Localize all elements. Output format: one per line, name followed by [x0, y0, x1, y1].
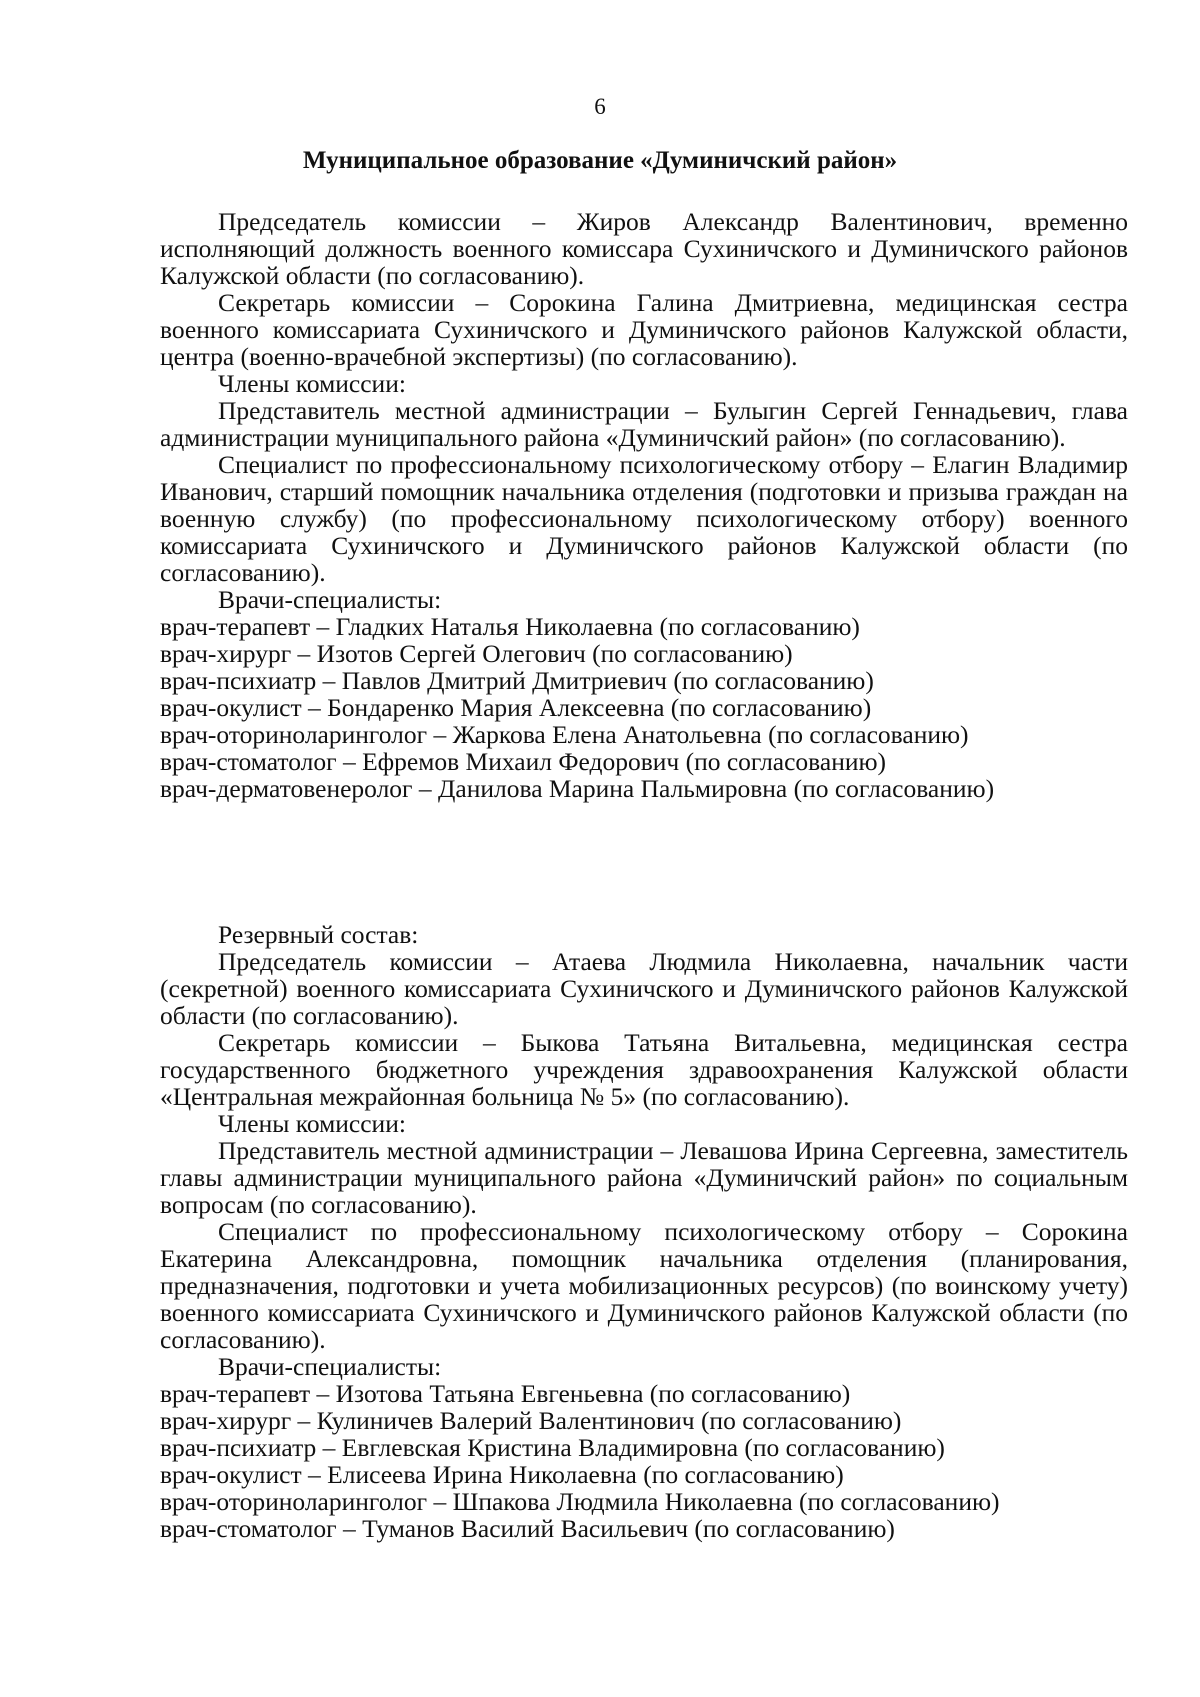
reserve-admin-representative: Представитель местной администрации – Левашова Ирина Сергеевна, заместитель главы администрации муниципального района «Думиничский район» по социальным вопросам (по согласованию). [160, 1136, 1128, 1219]
main-doctor-line: врач-оториноларинголог – Жаркова Елена Анатольевна (по согласованию) [160, 720, 969, 749]
main-psych-specialist: Специалист по профессиональному психологическому отбору – Елагин Владимир Иванович, старший помощник начальника отделения (подготовки и призыва граждан на военную службу) (по профессиональному психологическому отбору) военного комиссариата Сухиничского и Думиничского районов Калужской области (по согласованию). [160, 450, 1128, 587]
main-doctors-heading: Врачи-специалисты: [218, 585, 442, 614]
reserve-doctor-line: врач-хирург – Кулиничев Валерий Валентинович (по согласованию) [160, 1406, 902, 1435]
main-doctor-line: врач-хирург – Изотов Сергей Олегович (по согласованию) [160, 639, 793, 668]
main-chairman: Председатель комиссии – Жиров Александр Валентинович, временно исполняющий должность военного комиссара Сухиничского и Думиничского районов Калужской области (по согласованию). [160, 207, 1128, 290]
main-secretary: Секретарь комиссии – Сорокина Галина Дмитриевна, медицинская сестра военного комиссариата Сухиничского и Думиничского районов Калужской области, центра (военно-врачебной экспертизы) (по согласованию). [160, 288, 1128, 371]
reserve-doctor-line: врач-окулист – Елисеева Ирина Николаевна (по согласованию) [160, 1460, 844, 1489]
reserve-doctor-line: врач-оториноларинголог – Шпакова Людмила Николаевна (по согласованию) [160, 1487, 1000, 1516]
reserve-doctor-line: врач-стоматолог – Туманов Василий Васильевич (по согласованию) [160, 1514, 895, 1543]
reserve-doctor-line: врач-терапевт – Изотова Татьяна Евгеньевна (по согласованию) [160, 1379, 851, 1408]
reserve-secretary: Секретарь комиссии – Быкова Татьяна Витальевна, медицинская сестра государственного бюджетного учреждения здравоохранения Калужской области «Центральная межрайонная больница № 5» (по согласованию). [160, 1028, 1128, 1111]
main-members-heading: Члены комиссии: [218, 369, 406, 398]
reserve-chairman: Председатель комиссии – Атаева Людмила Николаевна, начальник части (секретной) военного комиссариата Сухиничского и Думиничского районов Калужской области (по согласованию). [160, 947, 1128, 1030]
main-composition [160, 208, 1128, 802]
main-doctor-line: врач-психиатр – Павлов Дмитрий Дмитриевич (по согласованию) [160, 666, 874, 695]
reserve-heading: Резервный состав: [218, 920, 419, 949]
reserve-doctors-heading: Врачи-специалисты: [218, 1352, 442, 1381]
page-title: Муниципальное образование «Думиничский район» [302, 147, 898, 174]
page-number: 6 [594, 94, 606, 119]
main-admin-representative: Представитель местной администрации – Булыгин Сергей Геннадьевич, глава администрации муниципального района «Думиничский район» (по согласованию). [160, 396, 1128, 452]
main-doctor-line: врач-терапевт – Гладких Наталья Николаевна (по согласованию) [160, 612, 860, 641]
reserve-doctor-line: врач-психиатр – Евглевская Кристина Владимировна (по согласованию) [160, 1433, 945, 1462]
main-doctor-line: врач-стоматолог – Ефремов Михаил Федорович (по согласованию) [160, 747, 887, 776]
reserve-psych-specialist: Специалист по профессиональному психологическому отбору – Сорокина Екатерина Александровна, помощник начальника отделения (планирования, предназначения, подготовки и учета мобилизационных ресурсов) (по воинскому учету) военного комиссариата Сухиничского и Думиничского районов Калужской области (по согласованию). [160, 1217, 1128, 1354]
reserve-members-heading: Члены комиссии: [218, 1109, 406, 1138]
main-doctor-line: врач-окулист – Бондаренко Мария Алексеевна (по согласованию) [160, 693, 872, 722]
main-doctor-line: врач-дерматовенеролог – Данилова Марина Пальмировна (по согласованию) [160, 774, 995, 803]
reserve-composition [160, 921, 1128, 1542]
